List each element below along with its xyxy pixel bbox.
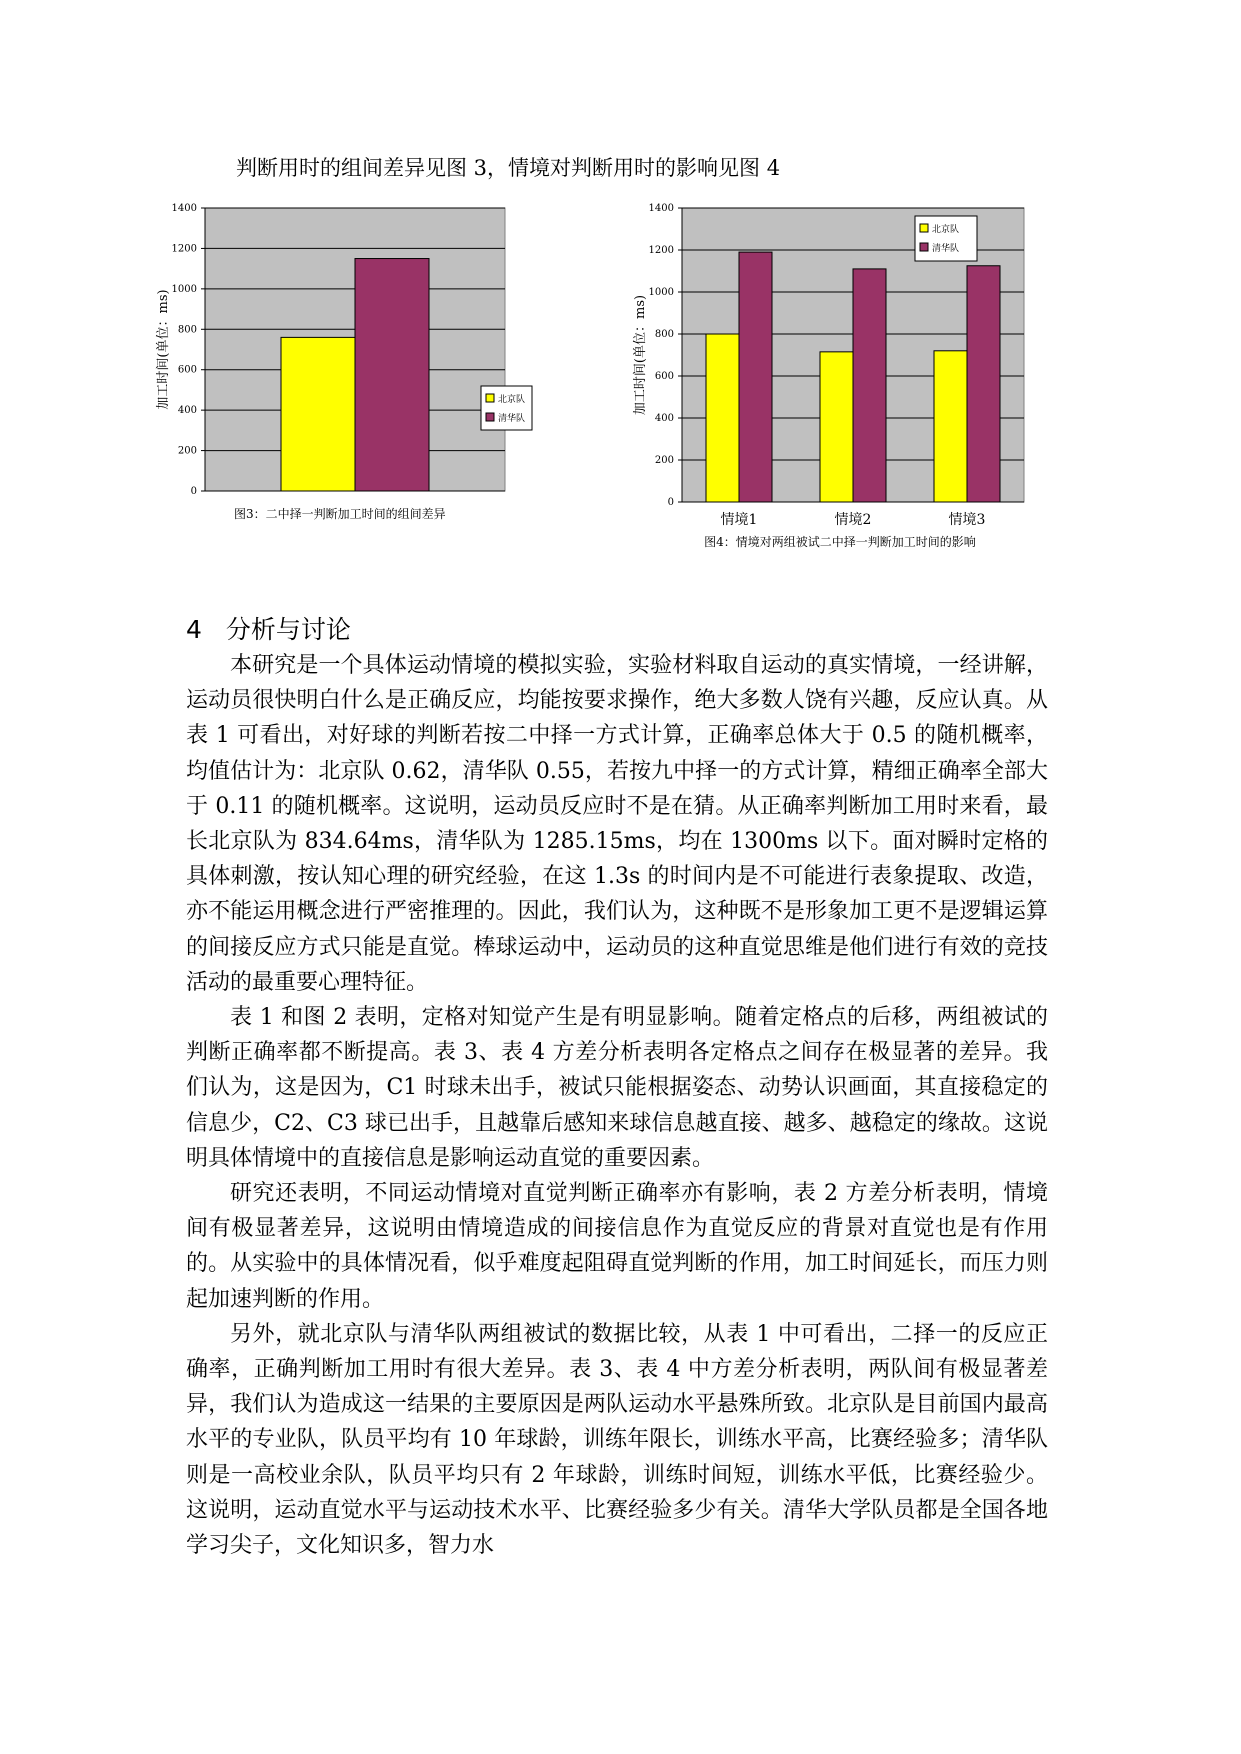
bar [706, 334, 739, 502]
paragraph: 本研究是一个具体运动情境的模拟实验，实验材料取自运动的真实情境，一经讲解，运动员很快明白什么是正确反应，均能按要求操作，绝大多数人饶有兴趣，反应认真。从表 1 可看出，对好球的判断若按二中择一方式计算，正确率总体大于 0.5 的随机概率，均值估计为：北京队 0.62，清华队 0.55，若按九中择一的方式计算，精细正确率全部大于 0.11 的随机概率。这说明，运动员反应时不是在猜。从正确率判断加工用时来看，最长北京队为 834.64ms，清华队为 1285.15ms，均在 1300ms 以下。面对瞬时定格的具体刺激，按认知心理的研究经验，在这 1.3s 的时间内是不可能进行表象提取、改造，亦不能运用概念进行严密推理的。因此，我们认为，这种既不是形象加工更不是逻辑运算的间接反应方式只能是直觉。棒球运动中，运动员的这种直觉思维是他们进行有效的竞技活动的最重要心理特征。 [186, 653, 1048, 995]
bar [934, 351, 967, 502]
legend-label: 清华队 [932, 244, 960, 254]
y-tick-label: 1000 [648, 287, 674, 298]
y-tick-label: 600 [654, 371, 674, 382]
y-tick-label: 1200 [648, 245, 674, 256]
bar [739, 252, 772, 502]
figure-3-svg [156, 200, 610, 580]
legend-label: 清华队 [498, 414, 526, 424]
y-tick-label: 1200 [171, 243, 197, 255]
section-heading [186, 610, 351, 646]
y-tick-label: 1000 [171, 283, 197, 295]
section-title-text: 分析与讨论 [225, 615, 351, 644]
x-tick-label: 情境1 [720, 512, 758, 528]
y-tick-label: 800 [177, 324, 197, 336]
y-tick-label: 0 [667, 497, 674, 508]
y-axis-label: 加工时间(单位：ms) [633, 294, 648, 416]
figure-4-chart [633, 200, 1080, 600]
legend-swatch [920, 224, 928, 232]
bar [281, 337, 355, 491]
y-tick-label: 200 [177, 445, 197, 457]
y-tick-label: 400 [177, 405, 197, 417]
y-tick-label: 800 [654, 329, 674, 340]
intro-line: 判断用时的组间差异见图 3，情境对判断用时的影响见图 4 [236, 156, 781, 180]
body-text [186, 648, 1048, 1563]
bar [967, 266, 1000, 502]
x-tick-label: 情境3 [948, 512, 986, 528]
figure-caption: 图3：二中择一判断加工时间的组间差异 [234, 507, 446, 521]
paragraph: 研究还表明，不同运动情境对直觉判断正确率亦有影响，表 2 方差分析表明，情境间有极显著差异，这说明由情境造成的间接信息作为直觉反应的背景对直觉也是有作用的。从实验中的具体情况看，似乎难度起阻碍直觉判断的作用，加工时间延长，而压力则起加速判断的作用。 [186, 1181, 1048, 1312]
x-tick-label: 情境2 [834, 512, 872, 528]
legend-swatch [486, 413, 494, 421]
y-axis-label: 加工时间(单位：ms) [156, 289, 171, 410]
y-tick-label: 1400 [171, 203, 197, 214]
bar [820, 352, 853, 502]
figure-3-chart [156, 200, 610, 580]
y-tick-label: 1400 [648, 203, 674, 214]
y-tick-label: 400 [654, 413, 674, 424]
y-tick-label: 0 [190, 486, 197, 497]
figure-caption: 图4：情境对两组被试二中择一判断加工时间的影响 [704, 535, 976, 549]
y-tick-label: 200 [654, 455, 674, 466]
paragraph: 另外，就北京队与清华队两组被试的数据比较，从表 1 中可看出，二择一的反应正确率，正确判断加工用时有很大差异。表 3、表 4 中方差分析表明，两队间有极显著差异，我们认为造成这一结果的主要原因是两队运动水平悬殊所致。北京队是目前国内最高水平的专业队，队员平均有 10 年球龄，训练年限长，训练水平高，比赛经验多；清华队则是一高校业余队，队员平均只有 2 年球龄，训练时间短，训练水平低，比赛经验少。这说明，运动直觉水平与运动技术水平、比赛经验多少有关。清华大学队员都是全国各地学习尖子，文化知识多，智力水 [186, 1321, 1048, 1559]
legend-label: 北京队 [932, 225, 960, 235]
y-tick-label: 600 [177, 364, 197, 376]
bar [853, 269, 886, 502]
legend-swatch [486, 394, 494, 402]
legend-box [915, 216, 977, 261]
legend-label: 北京队 [498, 395, 526, 405]
section-number: 4 [186, 615, 202, 644]
legend-swatch [920, 243, 928, 251]
figure-4-svg [633, 200, 1080, 600]
bar [355, 259, 429, 491]
paragraph: 表 1 和图 2 表明，定格对知觉产生是有明显影响。随着定格点的后移，两组被试的判断正确率都不断提高。表 3、表 4 方差分析表明各定格点之间存在极显著的差异。我们认为，这是因为，C1 时球未出手，被试只能根据姿态、动势认识画面，其直接稳定的信息少，C2、C3 球已出手，且越靠后感知来球信息越直接、越多、越稳定的缘故。这说明具体情境中的直接信息是影响运动直觉的重要因素。 [186, 1005, 1048, 1171]
